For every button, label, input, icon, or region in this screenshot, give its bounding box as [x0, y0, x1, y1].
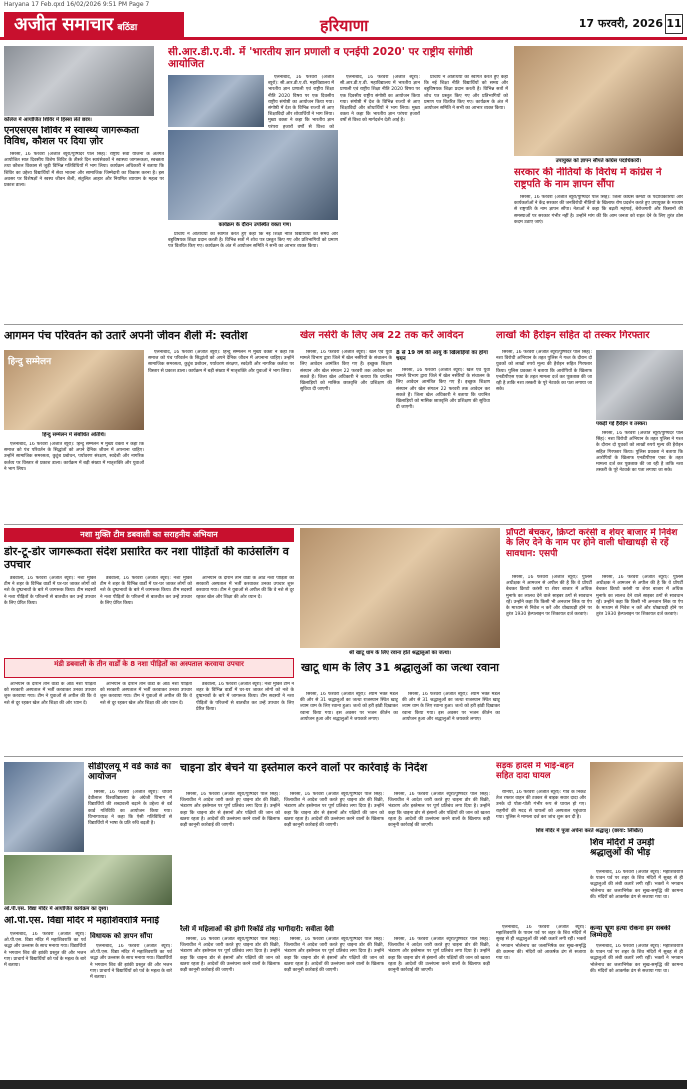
hindu-sammelan-photo: हिन्दु सम्मेलन — [4, 350, 144, 430]
article-body: सिरसा, 16 फरवरी (अजीत ब्यूरो/पुष्पिंदर पाल सिंह): जिलाधीश ने आदेश जारी करते हुए चाइना डोर की बिक्री, भंडारण और इस्तेमाल पर पूर्ण प्रतिबंध लगा दिया है। उन्होंने कहा कि चाइना डोर से इंसानों और पक्षियों की जान को खतरा रहता है। आदेशों की उल्लंघना करने वालों के खिलाफ कड़ी कानूनी कार्रवाई की जाएगी। — [180, 792, 280, 829]
article-body: ऐलनाबाद, 16 फरवरी (अजीत ब्यूरो): सी.आर.डी.ए.वी. महाविद्यालय में भारतीय ज्ञान प्रणाली एवं राष्ट्रीय शिक्षा नीति 2020 विषय पर एक दिवसीय राष्ट्रीय संगोष्ठी का आयोजन किया गया। संगोष्ठी में देश के विभिन्न राज्यों से आए शिक्षाविदों और शोधार्थियों ने भाग लिया। मुख्य वक्ता ने कहा कि भारतीय ज्ञान परंपरा हजारों वर्षों से विश्व को — [268, 75, 334, 130]
article-body: अभियान के दौरान तीन वार्डों के आठ नशा पीड़ितों को सरकारी अस्पताल में भर्ती करवाकर उनका उपचार शुरू करवाया गया। टीम ने युवाओं से अपील की कि वे नशे से दूर रहकर खेल और शिक्षा की ओर ध्यान दें। — [196, 576, 294, 600]
subhead: कन्या भ्रूण हत्या रोकना हम सबकी जिम्मेदारी — [590, 925, 671, 940]
divider — [4, 524, 683, 525]
article-body: सिरसा, 16 फरवरी (अजीत ब्यूरो/पुष्पिंदर पाल सिंह): जिला कांग्रेस कमेटी के पदाधिकारियों और कार्यकर्ताओं ने केंद्र सरकार की जनविरोधी नीतियों के खिलाफ रोष प्रदर्शन करते हुए उपायुक्त के माध्यम से राष्ट्रपति के नाम ज्ञापन सौंपा। नेताओं ने कहा कि बढ़ती महंगाई, बेरोजगारी और किसानों की समस्याओं पर सरकार गंभीर नहीं है। उन्होंने मांग की कि आम जनता को राहत देने के लिए तुरंत ठोस कदम उठाए जाएं। — [514, 195, 683, 225]
article-body: अभियान के दौरान तीन वार्डों के आठ नशा पीड़ितों को सरकारी अस्पताल में भर्ती करवाकर उनका उपचार शुरू करवाया गया। टीम ने युवाओं से अपील की कि वे नशे से दूर रहकर खेल और शिक्षा की ओर ध्यान दें। — [100, 682, 192, 706]
section-title: हरियाणा — [320, 16, 369, 35]
headline: प्रॉपर्टी बेचकर, क्रिप्टो करंसी व शेयर बाजार में निवेश के लिए देने के नाम पर होने वाली धोखाधड़ी से रहें सावधान: एसपी — [506, 528, 678, 559]
article-body: ऐलनाबाद, 16 फरवरी (अजीत ब्यूरो): ओ.पी.एस. विद्या मंदिर में महाशिवरात्रि का पर्व श्रद्धा और उल्लास के साथ मनाया गया। विद्यार्थियों ने भगवान शिव की झांकी प्रस्तुत की और भजन गाए। प्राचार्य ने विद्यार्थियों को पर्व के महत्व के बारे में बताया। — [4, 932, 86, 969]
seminar-photo-2 — [168, 130, 338, 220]
photo-caption: ओ.पी.एस. विद्या मंदिर में आयोजित कार्यक्रम का दृश्य। — [4, 906, 109, 912]
article-body: सिरसा, 16 फरवरी (अजीत ब्यूरो/पुष्पिंदर पाल सिंह): जिलाधीश ने आदेश जारी करते हुए चाइना डोर की बिक्री, भंडारण और इस्तेमाल पर पूर्ण प्रतिबंध लगा दिया है। उन्होंने कहा कि चाइना डोर से इंसानों और पक्षियों की जान को खतरा रहता है। आदेशों की उल्लंघना करने वालों के खिलाफ कड़ी कानूनी कार्रवाई की जाएगी। — [180, 937, 280, 974]
article-body: प्राचार्य ने अतिथियों का स्वागत करते हुए कहा कि नई शिक्षा नीति विद्यार्थियों को समग्र और बहुविषयक शिक्षा प्रदान करती है। विभिन्न सत्रों में शोध पत्र प्रस्तुत किए गए और प्रतिभागियों को प्रमाण पत्र वितरित किए गए। कार्यक्रम के अंत में आयोजन समिति ने सभी का आभार व्यक्त किया। — [424, 75, 508, 112]
khatu-dham-photo — [300, 528, 500, 648]
article-body: प्राचार्य ने अतिथियों का स्वागत करते हुए कहा कि नई शिक्षा नीति विद्यार्थियों को समग्र और बहुविषयक शिक्षा प्रदान करती है। विभिन्न सत्रों में शोध पत्र प्रस्तुत किए गए और प्रतिभागियों को प्रमाण पत्र वितरित किए गए। कार्यक्रम के अंत में आयोजन समिति ने सभी का आभार व्यक्त किया। — [168, 232, 338, 250]
subhead: रैली में महिलाओं की होगी रिकॉर्ड तोड़ भागीदारी: सवीता देवी — [180, 925, 334, 933]
article-body: सिरसा, 16 फरवरी (अजीत ब्यूरो): खेल एवं युवा मामले विभाग द्वारा जिले में खेल नर्सरियों के संचालन के लिए आवेदन आमंत्रित किए गए हैं। इच्छुक शिक्षण संस्थान और खेल संगठन 22 फरवरी तक आवेदन कर सकते हैं। जिला खेल अधिकारी ने बताया कि चयनित खिलाड़ियों को मासिक छात्रवृत्ति और प्रशिक्षण की सुविधा दी जाएगी। — [300, 350, 392, 393]
divider — [4, 756, 683, 757]
article-body: सिरसा, 16 फरवरी (अजीत ब्यूरो): श्याम भक्त मंडल की ओर से 31 श्रद्धालुओं का जत्था राजस्थान स्थित खाटू श्याम धाम के लिए रवाना हुआ। जत्थे को हरी झंडी दिखाकर रवाना किया गया। इस अवसर पर भजन कीर्तन का आयोजन हुआ और श्रद्धालुओं ने जयकारे लगाए। — [300, 692, 398, 722]
article-body: ऐलनाबाद, 16 फरवरी (अजीत ब्यूरो): महाशिवरात्रि के पावन पर्व पर शहर के शिव मंदिरों में सुबह से ही श्रद्धालुओं की लंबी कतारें लगी रहीं। भक्तों ने भगवान भोलेनाथ का जलाभिषेक कर सुख-समृद्धि की कामना की। मंदिरों को आकर्षक ढंग से सजाया गया था। — [590, 944, 683, 974]
article-body: सिरसा, 16 फरवरी (अजीत ब्यूरो/पुष्पिंदर पाल सिंह): जिलाधीश ने आदेश जारी करते हुए चाइना डोर की बिक्री, भंडारण और इस्तेमाल पर पूर्ण प्रतिबंध लगा दिया है। उन्होंने कहा कि चाइना डोर से इंसानों और पक्षियों की जान को खतरा रहता है। आदेशों की उल्लंघना करने वालों के खिलाफ कड़ी कानूनी कार्रवाई की जाएगी। — [284, 937, 384, 974]
headline: खेल नर्सरी के लिए अब 22 तक करें आवेदन — [300, 330, 464, 341]
article-body: ऐलनाबाद, 16 फरवरी (अजीत ब्यूरो): हिन्दु सम्मेलन में मुख्य वक्ता ने कहा कि समाज को पंच परिवर्तन के सिद्धांतों को अपने दैनिक जीवन में अपनाना चाहिए। उन्होंने सामाजिक समरसता, कुटुंब प्रबोधन, पर्यावरण संरक्षण, स्वदेशी और नागरिक कर्तव्य पर विस्तार से प्रकाश डाला। कार्यक्रम में बड़ी संख्या में मातृशक्ति और युवाओं ने भाग लिया। — [4, 442, 144, 472]
article-body: ऐलनाबाद, 16 फरवरी (अजीत ब्यूरो): ओ.पी.एस. विद्या मंदिर में महाशिवरात्रि का पर्व श्रद्धा और उल्लास के साथ मनाया गया। विद्यार्थियों ने भगवान शिव की झांकी प्रस्तुत की और भजन गाए। प्राचार्य ने विद्यार्थियों को पर्व के महत्व के बारे में बताया। — [90, 944, 172, 981]
footer-bar — [0, 1080, 687, 1089]
headline: ओ.पी.एस. विद्या मंदिर में महाशिवरात्रि मनाई — [4, 916, 160, 926]
photo-caption: शिव मंदिर में पूजा अर्चना करते श्रद्धालु। (छाया: लिखित) — [535, 828, 644, 834]
school-event-photo — [4, 855, 172, 905]
article-body: ऐलनाबाद, 16 फरवरी (अजीत ब्यूरो): सी.आर.डी.ए.वी. महाविद्यालय में भारतीय ज्ञान प्रणाली एवं राष्ट्रीय शिक्षा नीति 2020 विषय पर एक दिवसीय राष्ट्रीय संगोष्ठी का आयोजन किया गया। संगोष्ठी में देश के विभिन्न राज्यों से आए शिक्षाविदों और शोधार्थियों ने भाग लिया। मुख्य वक्ता ने कहा कि भारतीय ज्ञान परंपरा हजारों वर्षों से विश्व को मार्गदर्शन देती आई है। — [340, 75, 420, 124]
page-slug: Haryana 17 Feb.qxd 16/02/2026 9:51 PM Page 7 — [4, 1, 150, 8]
headline: डोर-टू-डोर जागरूकता संदेश प्रसारित कर नशा पीड़ितों की काउंसलिंग व उपचार — [4, 546, 289, 571]
article-body: सिरसा, 16 फरवरी (अजीत ब्यूरो/पुष्पिंदर पाल सिंह): नशा विरोधी अभियान के तहत पुलिस ने गश्त के दौरान दो युवकों को लाखों रुपये मूल्य की हैरोइन सहित गिरफ्तार किया। पुलिस प्रवक्ता ने बताया कि आरोपियों के खिलाफ एनडीपीएस एक्ट के तहत मामला दर्ज कर पूछताछ की जा रही है ताकि नशा तस्करी के पूरे नेटवर्क का पता लगाया जा सके। — [596, 431, 683, 474]
article-body: सिरसा, 16 फरवरी (अजीत ब्यूरो): पुलिस अधीक्षक ने आमजन से अपील की है कि वे प्रॉपर्टी बेचकर क्रिप्टो करंसी या शेयर बाजार में अधिक मुनाफे का लालच देने वाले साइबर ठगों से सावधान रहें। उन्होंने कहा कि किसी भी अनजान लिंक या ऐप के माध्यम से निवेश न करें और धोखाधड़ी होने पर तुरंत 1930 हेल्पलाइन पर शिकायत दर्ज करवाएं। — [506, 575, 592, 618]
article-body: सिरसा, 16 फरवरी (अजीत ब्यूरो): पुलिस अधीक्षक ने आमजन से अपील की है कि वे प्रॉपर्टी बेचकर क्रिप्टो करंसी या शेयर बाजार में अधिक मुनाफे का लालच देने वाले साइबर ठगों से सावधान रहें। उन्होंने कहा कि किसी भी अनजान लिंक या ऐप के माध्यम से निवेश न करें और धोखाधड़ी होने पर तुरंत 1930 हेल्पलाइन पर शिकायत दर्ज करवाएं। — [596, 575, 683, 618]
article-body: ऐलनाबाद, 16 फरवरी (अजीत ब्यूरो): हिन्दु सम्मेलन में मुख्य वक्ता ने कहा कि समाज को पंच परिवर्तन के सिद्धांतों को अपने दैनिक जीवन में अपनाना चाहिए। उन्होंने सामाजिक समरसता, कुटुंब प्रबोधन, पर्यावरण संरक्षण, स्वदेशी और नागरिक कर्तव्य पर विस्तार से प्रकाश डाला। कार्यक्रम में बड़ी संख्या में मातृशक्ति और युवाओं ने भाग लिया। — [148, 350, 294, 374]
temple-photo — [590, 762, 683, 827]
headline: आगमन पंच परिवर्तन को उतारें अपनी जीवन शैली में: स्वतीश — [4, 330, 248, 342]
photo-caption: कॉलेज में आयोजित शिविर में हिस्सा लेते छात्र। — [4, 117, 92, 123]
article-body: ऐलनाबाद, 16 फरवरी (अजीत ब्यूरो): महाशिवरात्रि के पावन पर्व पर शहर के शिव मंदिरों में सुबह से ही श्रद्धालुओं की लंबी कतारें लगी रहीं। भक्तों ने भगवान भोलेनाथ का जलाभिषेक कर सुख-समृद्धि की कामना की। मंदिरों को आकर्षक ढंग से सजाया गया था। — [496, 925, 586, 962]
page-number: 11 — [665, 14, 683, 34]
article-body: सिरसा, 16 फरवरी (अजीत ब्यूरो): श्याम भक्त मंडल की ओर से 31 श्रद्धालुओं का जत्था राजस्थान स्थित खाटू श्याम धाम के लिए रवाना हुआ। जत्थे को हरी झंडी दिखाकर रवाना किया गया। इस अवसर पर भजन कीर्तन का आयोजन हुआ और श्रद्धालुओं ने जयकारे लगाए। — [402, 692, 500, 722]
headline: चाइना डोर बेचने या इस्तेमाल करने वालों पर कार्रवाई के निर्देश — [180, 762, 428, 774]
article-body: रानियां, 16 फरवरी (अजीत ब्यूरो): गांव के निकट तेज रफ्तार वाहन की टक्कर से बाइक सवार दादा और उनके दो पोता-पोती गंभीर रूप से घायल हो गए। राहगीरों की मदद से घायलों को अस्पताल पहुंचाया गया। पुलिस ने मामला दर्ज कर जांच शुरू कर दी है। — [496, 790, 586, 820]
headline: एनएसएस शिविर में स्वास्थ्य जागरूकता विविध, कौशल पर दिया ज़ोर — [4, 126, 139, 147]
article-body: डबवाली, 16 फरवरी (अजीत ब्यूरो): नशा मुक्ति टीम ने शहर के विभिन्न वार्डों में घर-घर जाकर लोगों को नशे के दुष्प्रभावों के बारे में जागरूक किया। टीम सदस्यों ने नशा पीड़ितों के परिजनों से बातचीत कर उन्हें उपचार के लिए प्रेरित किया। — [196, 682, 294, 712]
subhead: विधायक को ज्ञापन सौंपा — [90, 932, 153, 940]
masthead — [0, 10, 687, 40]
paper-name: अजीत समाचार बठिंडा — [4, 12, 184, 38]
article-body: ऐलनाबाद, 16 फरवरी (अजीत ब्यूरो): महाशिवरात्रि के पावन पर्व पर शहर के शिव मंदिरों में सुबह से ही श्रद्धालुओं की लंबी कतारें लगी रहीं। भक्तों ने भगवान भोलेनाथ का जलाभिषेक कर सुख-समृद्धि की कामना की। मंदिरों को आकर्षक ढंग से सजाया गया था। — [590, 870, 683, 900]
headline: सी.आर.डी.ए.वी. में 'भारतीय ज्ञान प्रणाली व एनईपी 2020' पर राष्ट्रीय संगोष्ठी आयोजित — [168, 46, 473, 71]
article-body: सिरसा, 16 फरवरी (अजीत ब्यूरो): खेल एवं युवा मामले विभाग द्वारा जिले में खेल नर्सरियों के संचालन के लिए आवेदन आमंत्रित किए गए हैं। इच्छुक शिक्षण संस्थान और खेल संगठन 22 फरवरी तक आवेदन कर सकते हैं। जिला खेल अधिकारी ने बताया कि चयनित खिलाड़ियों को मासिक छात्रवृत्ति और प्रशिक्षण की सुविधा दी जाएगी। — [396, 368, 490, 411]
headline: सीडीएलयू में वर्ड कार्ड का आयोजन — [88, 762, 171, 783]
edition: बठिंडा — [117, 23, 138, 33]
headline: लाखों की हैरोइन सहित दो तस्कर गिरफ्तार — [496, 330, 650, 341]
divider — [4, 324, 683, 325]
article-body: सिरसा, 16 फरवरी (अजीत ब्यूरो): चौधरी देवीलाल विश्वविद्यालय के अंग्रेजी विभाग में विद्यार्थियों की शब्दावली बढ़ाने के उद्देश्य से वर्ड कार्ड गतिविधि का आयोजन किया गया। विभागाध्यक्ष ने कहा कि ऐसी गतिविधियों से विद्यार्थियों में भाषा के प्रति रुचि बढ़ती है। — [88, 790, 172, 827]
photo-caption: कार्यक्रम के दौरान उपस्थित वक्ता गण। — [218, 222, 292, 228]
nss-camp-photo — [4, 46, 154, 116]
article-body: सिरसा, 16 फरवरी (अजीत ब्यूरो/पुष्पिंदर पाल सिंह): जिलाधीश ने आदेश जारी करते हुए चाइना डोर की बिक्री, भंडारण और इस्तेमाल पर पूर्ण प्रतिबंध लगा दिया है। उन्होंने कहा कि चाइना डोर से इंसानों और पक्षियों की जान को खतरा रहता है। आदेशों की उल्लंघना करने वालों के खिलाफ कड़ी कानूनी कार्रवाई की जाएगी। — [388, 937, 490, 974]
article-body: अभियान के दौरान तीन वार्डों के आठ नशा पीड़ितों को सरकारी अस्पताल में भर्ती करवाकर उनका उपचार शुरू करवाया गया। टीम ने युवाओं से अपील की कि वे नशे से दूर रहकर खेल और शिक्षा की ओर ध्यान दें। — [4, 682, 96, 706]
cdlu-photo — [4, 762, 84, 852]
sub-headline-box: मंडी डबवाली के तीन वार्डों के 8 नशा पीड़ितों का अस्पताल करवाया उपचार — [4, 658, 294, 678]
subhead: 8 से 19 वर्ष की आयु के खिलाड़ियों का होगा चयन — [396, 350, 488, 363]
campaign-banner: नशा मुक्ति टीम डबवाली का सराहनीय अभियान — [4, 528, 294, 542]
seminar-photo-1 — [168, 75, 264, 127]
article-body: सिरसा, 16 फरवरी (अजीत ब्यूरो/पुष्पिंदर पाल सिंह): राष्ट्रीय सेवा योजना के अंतर्गत आयोजित सात दिवसीय विशेष शिविर के तीसरे दिन स्वयंसेवकों ने स्वास्थ्य जागरूकता, स्वच्छता तथा कौशल विकास से जुड़ी विभिन्न गतिविधियों में भाग लिया। कार्यक्रम अधिकारी ने बताया कि शिविर का उद्देश्य विद्यार्थियों में सेवा भावना और सामाजिक जिम्मेदारी का विकास करना है। इस अवसर पर विशेषज्ञों ने स्वस्थ जीवन शैली, संतुलित आहार और नियमित व्यायाम के महत्व पर प्रकाश डाला। — [4, 152, 164, 189]
memorandum-photo — [514, 46, 683, 156]
headline: सड़क हादसे में भाई-बहन सहित दादा घायल — [496, 762, 574, 781]
issue-date: 17 फरवरी, 2026 — [578, 17, 663, 30]
article-body: डबवाली, 16 फरवरी (अजीत ब्यूरो): नशा मुक्ति टीम ने शहर के विभिन्न वार्डों में घर-घर जाकर लोगों को नशे के दुष्प्रभावों के बारे में जागरूक किया। टीम सदस्यों ने नशा पीड़ितों के परिजनों से बातचीत कर उन्हें उपचार के लिए प्रेरित किया। — [100, 576, 192, 606]
headline: खाटू धाम के लिए 31 श्रद्धालुओं का जत्था रवाना — [301, 662, 499, 674]
article-body: सिरसा, 16 फरवरी (अजीत ब्यूरो/पुष्पिंदर पाल सिंह): जिलाधीश ने आदेश जारी करते हुए चाइना डोर की बिक्री, भंडारण और इस्तेमाल पर पूर्ण प्रतिबंध लगा दिया है। उन्होंने कहा कि चाइना डोर से इंसानों और पक्षियों की जान को खतरा रहता है। आदेशों की उल्लंघना करने वालों के खिलाफ कड़ी कानूनी कार्रवाई की जाएगी। — [284, 792, 384, 829]
photo-caption: पकड़ी गई हैरोइन व तस्कर। — [596, 421, 648, 427]
heroin-seizure-photo — [596, 350, 683, 420]
photo-caption: श्री खाटू धाम के लिए रवाना होते श्रद्धालुओं का जत्था। — [349, 650, 451, 656]
headline: शिव मंदिरों में उमड़ी श्रद्धालुओं की भीड़ — [590, 838, 655, 859]
article-body: सिरसा, 16 फरवरी (अजीत ब्यूरो/पुष्पिंदर पाल सिंह): जिलाधीश ने आदेश जारी करते हुए चाइना डोर की बिक्री, भंडारण और इस्तेमाल पर पूर्ण प्रतिबंध लगा दिया है। उन्होंने कहा कि चाइना डोर से इंसानों और पक्षियों की जान को खतरा रहता है। आदेशों की उल्लंघना करने वालों के खिलाफ कड़ी कानूनी कार्रवाई की जाएगी। — [388, 792, 490, 829]
article-body: सिरसा, 16 फरवरी (अजीत ब्यूरो/पुष्पिंदर पाल सिंह): नशा विरोधी अभियान के तहत पुलिस ने गश्त के दौरान दो युवकों को लाखों रुपये मूल्य की हैरोइन सहित गिरफ्तार किया। पुलिस प्रवक्ता ने बताया कि आरोपियों के खिलाफ एनडीपीएस एक्ट के तहत मामला दर्ज कर पूछताछ की जा रही है ताकि नशा तस्करी के पूरे नेटवर्क का पता लगाया जा सके। — [496, 350, 592, 393]
photo-caption: उपायुक्त को ज्ञापन सौंपते कांग्रेस पदाधिकारी। — [555, 158, 642, 164]
headline: सरकार की नीतियों के विरोध में कांग्रेस ने राष्ट्रपति के नाम ज्ञापन सौंपा — [514, 167, 662, 190]
article-body: डबवाली, 16 फरवरी (अजीत ब्यूरो): नशा मुक्ति टीम ने शहर के विभिन्न वार्डों में घर-घर जाकर लोगों को नशे के दुष्प्रभावों के बारे में जागरूक किया। टीम सदस्यों ने नशा पीड़ितों के परिजनों से बातचीत कर उन्हें उपचार के लिए प्रेरित किया। — [4, 576, 96, 606]
photo-caption: हिन्दु सम्मेलन में संबोधित अतिथि। — [42, 432, 106, 438]
